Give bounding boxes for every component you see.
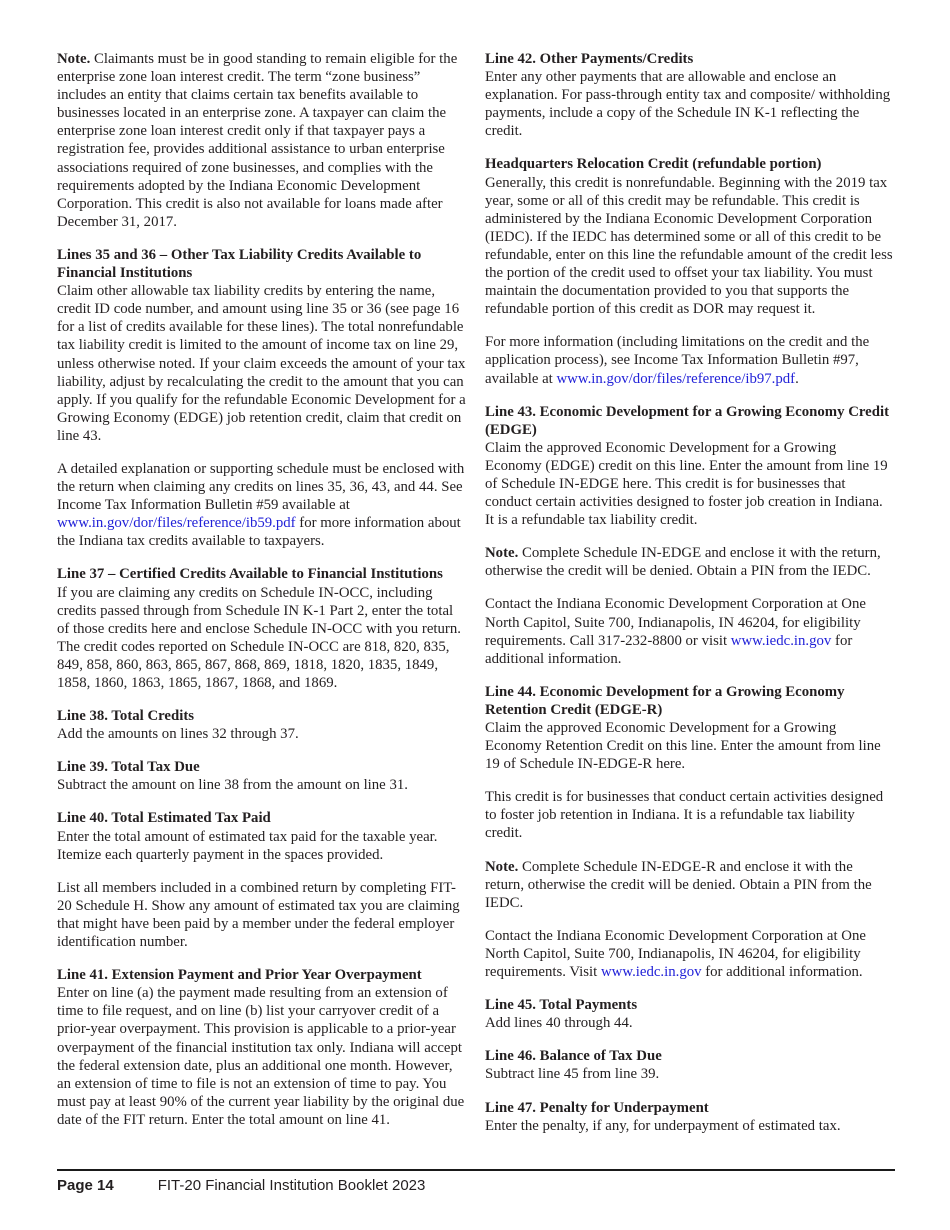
inline-link[interactable]: www.iedc.in.gov: [600, 964, 702, 981]
text-section: [485, 683, 895, 981]
bold-run: Note.: [485, 545, 519, 562]
section-heading: Line 46. Balance of Tax Due: [485, 1048, 662, 1065]
text-run: for more information about the Indiana tax credits available to taxpayers.: [57, 515, 461, 550]
text-section: [485, 1047, 895, 1083]
paragraph: [57, 584, 467, 693]
booklet-title: FIT-20 Financial Institution Booklet 2023: [157, 1177, 426, 1194]
section-heading: Line 38. Total Credits: [57, 708, 195, 725]
text-section: [57, 246, 467, 551]
text-section: [485, 403, 895, 668]
paragraph: [57, 984, 467, 1129]
text-run: for additional information.: [485, 632, 853, 667]
text-section: [57, 758, 467, 794]
inline-link[interactable]: www.in.gov/dor/files/reference/ib97.pdf: [556, 370, 796, 387]
text-run: Add lines 40 through 44.: [485, 1015, 633, 1032]
section-heading: Lines 35 and 36 – Other Tax Liability Credits Available to Financial Institutions: [57, 246, 422, 282]
bold-run: Note.: [485, 858, 519, 875]
section-heading: Line 40. Total Estimated Tax Paid: [57, 810, 271, 827]
text-section: [485, 996, 895, 1032]
text-run: Add the amounts on lines 32 through 37.: [57, 726, 299, 743]
section-heading: Line 44. Economic Development for a Growing Economy Retention Credit (EDGE-R): [485, 683, 845, 718]
paragraph: [485, 333, 895, 387]
text-run: For more information (including limitations on the credit and the application process), see Income Tax Information Bulletin #97, available at: [485, 334, 870, 387]
text-run: Claim other allowable tax liability credits by entering the name, credit ID code number, and amount using line 35 or 36 (see page 16 for a list of credits available for these lines). The total nonrefundable tax liability credit is limited to the amount of income tax on line 29, unless otherwise noted. If your claim exceeds the amount of your tax liability, adjust by recalculating the credit to the amount that you can apply. If you qualify for the refundable Economic Development for a Growing Economy (EDGE) job retention credit, claim that credit on line 43.: [57, 283, 466, 444]
section-heading: Line 41. Extension Payment and Prior Year Overpayment: [57, 967, 422, 984]
text-run: Generally, this credit is nonrefundable. Beginning with the 2019 tax year, some or all of this credit may be refundable. This credit is administered by the Indiana Economic Development Corporation (IEDC). If the IEDC has determined some or all of this credit to be refundable, enter on this line the refundable amount of the credit less the portion of the credit used to offset your tax liability. You must maintain the documentation provided to you that supports the refundable portion of this credit as DOR may request it.: [485, 174, 893, 318]
text-section: [57, 565, 467, 692]
text-run: Complete Schedule IN-EDGE-R and enclose it with the return, otherwise the credit will be denied. Obtain a PIN from the IEDC.: [485, 858, 872, 911]
inline-link[interactable]: www.in.gov/dor/files/reference/ib59.pdf: [57, 515, 296, 532]
paragraph: [485, 1117, 895, 1135]
text-section: [485, 50, 895, 140]
page-footer: [57, 1169, 895, 1195]
paragraph: [485, 439, 895, 529]
text-run: List all members included in a combined return by completing FIT-20 Schedule H. Show any amount of estimated tax you are claiming that might have been paid by a member under the federal employer identification number.: [57, 879, 460, 951]
text-section: [57, 50, 467, 231]
text-run: Contact the Indiana Economic Development Corporation at One North Capitol, Suite 700, Indianapolis, IN 46204, for eligibility requirements. Call 317-232-8800 or visit: [485, 596, 866, 649]
bold-run: Note.: [57, 51, 91, 67]
paragraph: [485, 788, 895, 842]
section-heading: Line 47. Penalty for Underpayment: [485, 1099, 709, 1116]
paragraph: [57, 776, 467, 794]
text-run: Enter the total amount of estimated tax paid for the taxable year. Itemize each quarterly payment in the spaces provided.: [57, 828, 438, 863]
text-run: Complete Schedule IN-EDGE and enclose it with the return, otherwise the credit will be denied. Obtain a PIN from the IEDC.: [485, 545, 881, 580]
text-run: Claim the approved Economic Development for a Growing Economy Retention Credit on this line. Enter the amount from line 19 of Schedule IN-EDGE-R here.: [485, 720, 881, 773]
paragraph: [57, 282, 467, 445]
text-run: Contact the Indiana Economic Development Corporation at One North Capitol, Suite 700, Indianapolis, IN 46204, for eligibility requirements. Visit: [485, 927, 866, 981]
paragraph: [485, 174, 895, 319]
section-heading: Line 43. Economic Development for a Growing Economy Credit (EDGE): [485, 403, 890, 438]
section-heading: Line 45. Total Payments: [485, 997, 638, 1014]
text-section: [485, 1099, 895, 1135]
paragraph: [57, 460, 467, 550]
paragraph: [485, 544, 895, 580]
page-number: Page 14: [57, 1177, 114, 1194]
paragraph: [57, 828, 467, 864]
text-run: for additional information.: [701, 964, 863, 981]
page-content: [57, 50, 895, 1135]
section-heading: Line 42. Other Payments/Credits: [485, 51, 694, 67]
text-section: [57, 966, 467, 1129]
text-run: This credit is for businesses that conduct certain activities designed to foster job retention in Indiana. It is a refundable tax liability credit.: [485, 789, 884, 842]
text-section: [57, 707, 467, 743]
paragraph: [485, 1014, 895, 1032]
text-run: If you are claiming any credits on Schedule IN-OCC, including credits passed through from Schedule IN K-1 Part 2, enter the total of those credits here and enclose Schedule IN-OCC with you return. The credit codes reported on Schedule IN-OCC are 818, 820, 835, 849, 858, 860, 863, 865, 867, 868, 869, 1818, 1820, 1835, 1849, 1858, 1860, 1863, 1865, 1867, 1868, and 1869.: [57, 584, 461, 691]
paragraph: [57, 725, 467, 743]
paragraph: [485, 927, 895, 981]
paragraph: [485, 719, 895, 773]
text-run: Claim the approved Economic Development for a Growing Economy (EDGE) credit on this line. Enter the amount from line 19 of Schedule IN-EDGE here. This credit is for businesses that conduct certain activities designed to foster job creation in Indiana. It is a refundable tax liability credit.: [485, 439, 888, 529]
text-run: Subtract the amount on line 38 from the amount on line 31.: [57, 777, 408, 794]
section-heading: Line 39. Total Tax Due: [57, 759, 200, 776]
section-heading: Line 37 – Certified Credits Available to Financial Institutions: [57, 566, 443, 583]
text-run: .: [795, 370, 799, 387]
paragraph: [57, 879, 467, 951]
left-column: [57, 50, 467, 1135]
paragraph: [57, 50, 467, 231]
text-run: Subtract line 45 from line 39.: [485, 1066, 660, 1083]
paragraph: [485, 68, 895, 140]
text-run: Enter any other payments that are allowable and enclose an explanation. For pass-through entity tax and composite/ withholding payments, include a copy of the Schedule IN K-1 reflecting the credit.: [485, 69, 891, 140]
paragraph: [485, 858, 895, 912]
text-section: [485, 155, 895, 387]
text-run: Enter on line (a) the payment made resulting from an extension of time to file request, and on line (b) list your carryover credit of a prior-year overpayment. This provision is applicable to a prior-year overpayment of the financial institution tax only. Indiana will accept the federal extension date, plus an additional one month. However, an extension of time to file is not an extension of time to pay. You must pay at least 90% of the current year liability by the original due date of the FIT return. Enter the total amount on line 41.: [57, 985, 465, 1128]
right-column: [485, 50, 895, 1135]
paragraph: [485, 1065, 895, 1083]
text-section: [57, 809, 467, 951]
paragraph: [485, 595, 895, 667]
text-run: Enter the penalty, if any, for underpayment of estimated tax.: [485, 1117, 841, 1134]
text-run: Claimants must be in good standing to remain eligible for the enterprise zone loan interest credit. The term “zone business” includes an entity that claims certain tax benefits available to businesses located in an enterprise zone. A taxpayer can claim the enterprise zone loan interest credit only if that taxpayer pays a registration fee, provides additional assistance to urban enterprise associations required of zone businesses, and complies with the requirements adopted by the Indiana Economic Development Corporation. This credit is also not available for loans made after December 31, 2017.: [57, 51, 458, 230]
inline-link[interactable]: www.iedc.in.gov: [730, 632, 832, 649]
text-run: A detailed explanation or supporting schedule must be enclosed with the return when claiming any credits on lines 35, 36, 43, and 44. See Income Tax Information Bulletin #59 available at: [57, 460, 465, 514]
section-heading: Headquarters Relocation Credit (refundable portion): [485, 156, 822, 173]
